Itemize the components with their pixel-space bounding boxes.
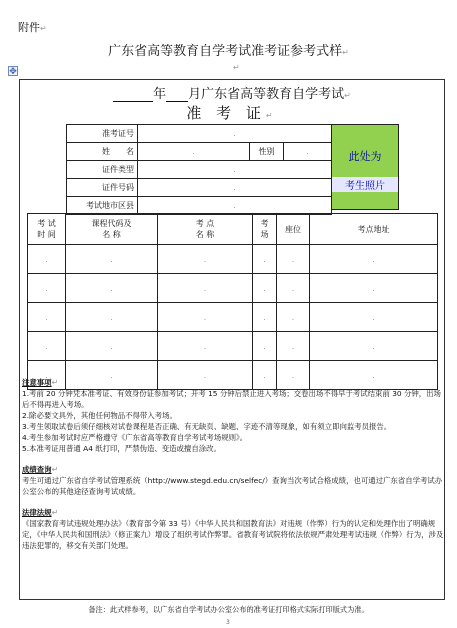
id-type-label: 证件类型 <box>67 161 138 179</box>
notes-heading: 注意事项 <box>22 378 52 387</box>
attachment-label: 附件↵ <box>18 21 47 34</box>
photo-line-1: 此处为 <box>348 150 382 163</box>
gender-value: . <box>284 143 332 161</box>
note-item: 2.除必要文具外，其他任何物品不得带入考场。 <box>22 411 177 420</box>
header-exam-time: 考 试 时 间 <box>28 214 66 245</box>
exam-region-label: 考试地市区县 <box>67 197 138 215</box>
inquiry-heading: 成绩查询 <box>22 465 52 474</box>
table-row: . . . . . . <box>28 361 438 390</box>
header-address: 考点地址 <box>310 214 438 245</box>
header-course: 课程代码及 名 称 <box>66 214 158 245</box>
admission-no-value: . <box>138 125 332 143</box>
table-row: . . . . . . <box>28 332 438 361</box>
table-row: . . . . . . <box>28 245 438 274</box>
legal-text: 《国家教育考试违规处理办法》（教育部令第 33 号）《中华人民共和国教育法》对违规（作弊）行为的认定和处理作出了明确规定，《中华人民共和国刑法》（修正案九）增设了组织考试作弊罪。省教育考试院将依法依规严肃处理考试违规（作弊）行为，涉及违法犯罪的，移交有关部门处理。 <box>22 519 444 550</box>
table-row: . . . . . . <box>28 274 438 303</box>
gender-label: 性别 <box>250 143 284 161</box>
header-room: 考 场 <box>253 214 277 245</box>
exam-region-value: . <box>138 197 332 215</box>
table-row: . . . . . . <box>28 303 438 332</box>
month-blank <box>166 87 188 102</box>
legal-heading: 法律法规 <box>22 508 52 517</box>
note-item: 1.考前 20 分钟凭本准考证、有效身份证参加考试；开考 15 分钟后禁止进入考场；交卷出场不得早于考试结束前 30 分钟，出场后不得再进入考场。 <box>22 389 441 409</box>
note-item: 4.考生参加考试时应严格遵守《广东省高等教育自学考试考场规则》。 <box>22 433 248 442</box>
id-no-label: 证件号码 <box>67 179 138 197</box>
note-item: 5.本准考证用普通 A4 纸打印，严禁伪造、变造或擅自涂改。 <box>22 444 221 453</box>
year-blank <box>113 87 153 102</box>
id-type-value: . <box>138 161 332 179</box>
name-label: 姓 名 <box>67 143 138 161</box>
footnote: 备注：此式样参考，以广东省自学考试办公室公布的准考证打印格式实际打印版式为准。 <box>88 605 369 614</box>
header-site: 考 点 名 称 <box>158 214 253 245</box>
photo-placeholder <box>331 124 399 210</box>
exam-schedule-table <box>27 213 438 390</box>
notes-section: 注意事项↵ 1.考前 20 分钟凭本准考证、有效身份证参加考试；开考 15 分钟后禁止进入考场；交卷出场不得早于考试结束前 30 分钟，出场后不得再进入考场。 2.除必要文具外，其他任何物品不得带入考场。 3.考生领取试卷后须仔细核对试卷课程是否正确、有无缺页、缺题、字迹不清等现象，如有须立即向监考员报告。 4.考生参加考试时应严格遵守《广东省高等教育自学考试考场规则》。 5.本准考证用普通 A4 纸打印，严禁伪造、变造或擅自涂改。 成绩查询↵ 考生可通过广东省自学考试管理系统（http://www.stegd.edu.cn/selfec/）查询当次考试合格成绩，也可通过广东省自学考试办公室公布的其他途径查询考试成绩。 法律法规↵ 《国家教育考试违规处理办法》（教育部令第 33 号）《中华人民共和国教育法》对违规（作弊）行为的认定和处理作出了明确规定，《中华人民共和国刑法》（修正案九）增设了组织考试作弊罪。省教育考试院将依法依规严肃处理考试违规（作弊）行为，涉及违法犯罪的，移交有关部门处理。 <box>22 378 444 550</box>
inquiry-text: 考生可通过广东省自学考试管理系统（http://www.stegd.edu.cn/selfec/）查询当次考试合格成绩，也可通过广东省自学考试办公室公布的其他途径查询考试成绩。 <box>22 476 443 496</box>
document-title: 广东省高等教育自学考试准考证参考式样↵ <box>108 44 349 59</box>
name-value: . <box>138 143 250 161</box>
table-move-handle-icon[interactable]: ✥ <box>9 67 17 77</box>
id-no-value: . <box>138 179 332 197</box>
header-seat: 座位 <box>277 214 310 245</box>
photo-line-2: 考生照片 <box>332 177 398 192</box>
paragraph-mark: ↵ <box>233 63 240 72</box>
note-item: 3.考生领取试卷后须仔细核对试卷课程是否正确、有无缺页、缺题、字迹不清等现象，如有须立即向监考员报告。 <box>22 422 392 431</box>
admission-no-label: 准考证号 <box>67 125 138 143</box>
card-title: 年 月广东省高等教育自学考试↵ <box>20 83 444 102</box>
card-subtitle: 准 考 证↵ <box>186 104 278 122</box>
page-number: 3 <box>226 619 230 626</box>
